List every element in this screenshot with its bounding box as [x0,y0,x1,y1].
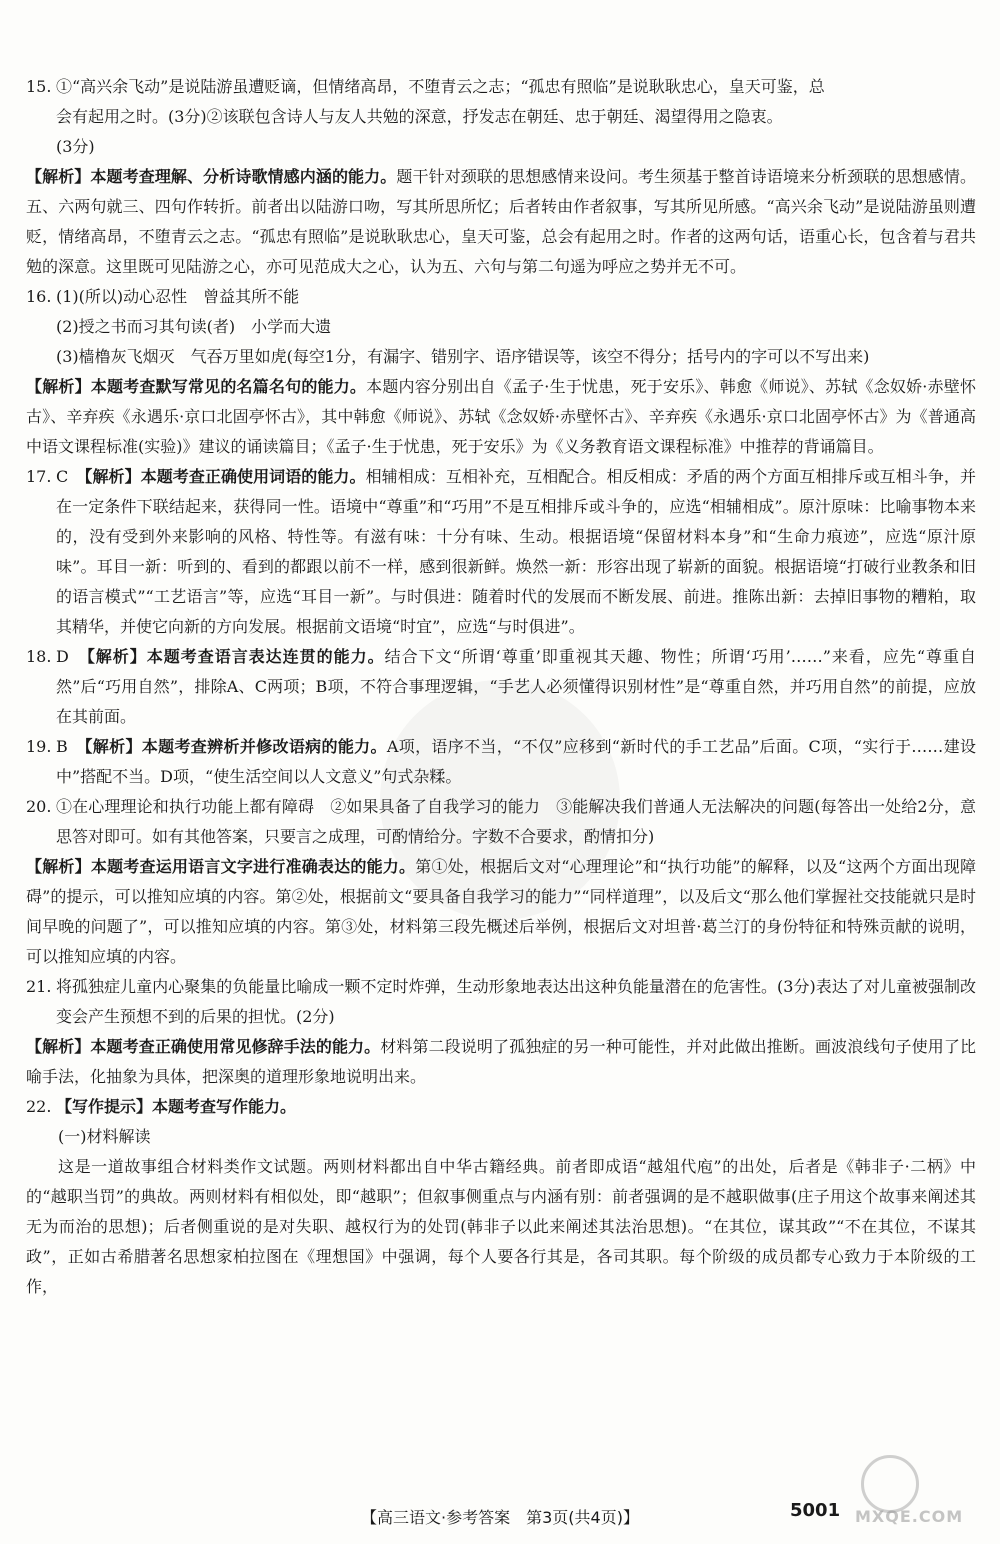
question-16 [26,282,976,372]
question-number: 21. [26,977,52,996]
question-18 [26,642,976,732]
answer-content [26,72,976,1302]
analysis-text: 材料第二段说明了孤独症的另一种可能性，并对此做出推断。画波浪线句子使用了比喻手法，化抽象为具体，把深奥的道理形象地说明出来。 [26,1037,976,1086]
question-number: 17. [26,467,52,486]
question-17 [26,462,976,642]
answer-line: (1)(所以)动心忍性 曾益其所不能 [56,287,300,306]
answer-text: ①在心理理论和执行功能上都有障碍 ②如果具备了自我学习的能力 ③能解决我们普通人无法解决的问题(每答出一处给2分，意思答对即可。如有其他答案，只要言之成理，可酌情给分。字数不合要求，酌情扣分) [56,797,976,846]
logo-site-text: MXQE.COM [855,1507,964,1526]
question-number: 22. [26,1097,52,1116]
question-number: 19. [26,737,52,756]
answer-line: ①“高兴余飞动”是说陆游虽遭贬谪，但情绪高昂，不堕青云之志；“孤忠有照临”是说耿耿忠心，皇天可鉴，总 [56,77,825,96]
analysis-20 [26,852,976,972]
answer-line: (2)授之书而习其句读(者) 小学而大遗 [56,317,332,336]
answer-choice: B [56,737,68,756]
question-number: 16. [26,287,52,306]
analysis-label: 【解析】本题考查理解、分析诗歌情感内涵的能力。 [26,167,397,186]
answer-line: (3)樯橹灰飞烟灭 气吞万里如虎(每空1分，有漏字、错别字、语序错误等，该空不得分；括号内的字可以不写出来) [56,347,870,366]
analysis-text: 题干针对颈联的思想感情来设问。考生须基于整首诗语境来分析颈联的思想感情。五、六两句就三、四句作转折。前者出以陆游口吻，写其所思所忆；后者转由作者叙事，写其所见所感。“高兴余飞动”是说陆游虽则遭贬，情绪高昂，不堕青云之志。“孤忠有照临”是说耿耿忠心，皇天可鉴，总会有起用之时。作者的这两句话，语重心长，包含着与君共勉的深意。这里既可见陆游之心，亦可见范成大之心，认为五、六句与第二句遥为呼应之势并无不可。 [26,167,976,276]
analysis-label: 【解析】本题考查正确使用词语的能力。 [84,467,366,486]
answer-line: (3分) [56,137,95,156]
analysis-15 [26,162,976,282]
answer-choice: D [56,647,69,666]
question-19 [26,732,976,792]
analysis-label: 【解析】本题考查正确使用常见修辞手法的能力。 [26,1037,381,1056]
question-number: 20. [26,797,52,816]
analysis-text: 第①处，根据后文对“心理理论”和“执行功能”的解释，以及“这两个方面出现障碍”的提示，可以推知应填的内容。第②处，根据前文“要具备自我学习的能力”“同样道理”，以及后文“那么他们掌握社交技能就只是时间早晚的问题了”，可以推知应填的内容。第③处，材料第三段先概述后举例，根据后文对坦普·葛兰汀的身份特征和特殊贡献的说明，可以推知应填的内容。 [26,857,976,966]
question-15 [26,72,976,162]
analysis-text: 相辅相成：互相补充，互相配合。相反相成：矛盾的两个方面互相排斥或互相斗争，并在一定条件下联结起来，获得同一性。语境中“尊重”和“巧用”不是互相排斥或斗争的，应选“相辅相成”。原汁原味：比喻事物本来的，没有受到外来影响的风格、特性等。有滋有味：十分有味、生动。根据语境“保留材料本身”和“生命力痕迹”，应选“原汁原味”。耳目一新：听到的、看到的都跟以前不一样，感到很新鲜。焕然一新：形容出现了崭新的面貌。根据语境“打破行业教条和旧的语言模式”“工艺语言”等，应选“耳目一新”。与时俱进：随着时代的发展而不断发展、前进。推陈出新：去掉旧事物的糟粕，取其精华，并使它向新的方向发展。根据前文语境“时宜”，应选“与时俱进”。 [56,467,976,636]
analysis-label: 【解析】本题考查辨析并修改语病的能力。 [84,737,387,756]
writing-tip-label: 【写作提示】本题考查写作能力。 [56,1097,297,1116]
material-heading: (一)材料解读 [58,1127,151,1146]
analysis-text: A项，语序不当，“不仅”应移到“新时代的手工艺品”后面。C项，“实行于……建设中”搭配不当。D项，“使生活空间以人文意义”句式杂糅。 [56,737,976,786]
page-footer: 【高三语文·参考答案 第3页(共4页)】 [361,1508,639,1527]
question-21 [26,972,976,1032]
analysis-label: 【解析】本题考查运用语言文字进行准确表达的能力。 [26,857,416,876]
question-number: 15. [26,77,52,96]
analysis-label: 【解析】本题考查语言表达连贯的能力。 [86,647,385,666]
material-paragraph: 这是一道故事组合材料类作文试题。两则材料都出自中华古籍经典。前者即成语“越俎代庖”的出处，后者是《韩非子·二柄》中的“越职当罚”的典故。两则材料有相似处，即“越职”；但叙事侧重点与内涵有别：前者强调的是不越职做事(庄子用这个故事来阐述其无为而治的思想)；后者侧重说的是对失职、越权行为的处罚(韩非子以此来阐述其法治思想)。“在其位，谋其政”“不在其位，不谋其政”，正如古希腊著名思想家柏拉图在《理想国》中强调，每个人要各行其是，各司其职。每个阶级的成员都专心致力于本阶级的工作， [26,1157,976,1296]
analysis-label: 【解析】本题考查默写常见的名篇名句的能力。 [26,377,367,396]
answer-line: 会有起用之时。(3分)②该联包含诗人与友人共勉的深意，抒发志在朝廷、忠于朝廷、渴望得用之隐衷。 [56,107,783,126]
answer-text: 将孤独症儿童内心聚集的负能量比喻成一颗不定时炸弹，生动形象地表达出这种负能量潜在的危害性。(3分)表达了对儿童被强制改变会产生预想不到的后果的担忧。(2分) [56,977,976,1026]
analysis-text: 结合下文“所谓‘尊重’即重视其天趣、物性；所谓‘巧用’……”来看，应先“尊重自然”后“巧用自然”，排除A、C两项；B项，不符合事理逻辑，“手艺人必须懂得识别材性”是“尊重自然，并巧用自然”的前提，应放在其前面。 [56,647,976,726]
analysis-21 [26,1032,976,1092]
site-logo [855,1455,975,1525]
question-22 [26,1092,976,1122]
question-20 [26,792,976,852]
analysis-text: 本题内容分别出自《孟子·生于忧患，死于安乐》、韩愈《师说》、苏轼《念奴娇·赤壁怀古》、辛弃疾《永遇乐·京口北固亭怀古》，其中韩愈《师说》、苏轼《念奴娇·赤壁怀古》、辛弃疾《永遇乐·京口北固亭怀古》为《普通高中语文课程标准(实验)》建议的诵读篇目；《孟子·生于忧患，死于安乐》为《义务教育语文课程标准》中推荐的背诵篇目。 [26,377,976,456]
logo-ring-icon [861,1455,919,1513]
answer-choice: C [56,467,69,486]
question-number: 18. [26,647,52,666]
paper-code: 5001 [790,1500,841,1521]
analysis-16 [26,372,976,462]
